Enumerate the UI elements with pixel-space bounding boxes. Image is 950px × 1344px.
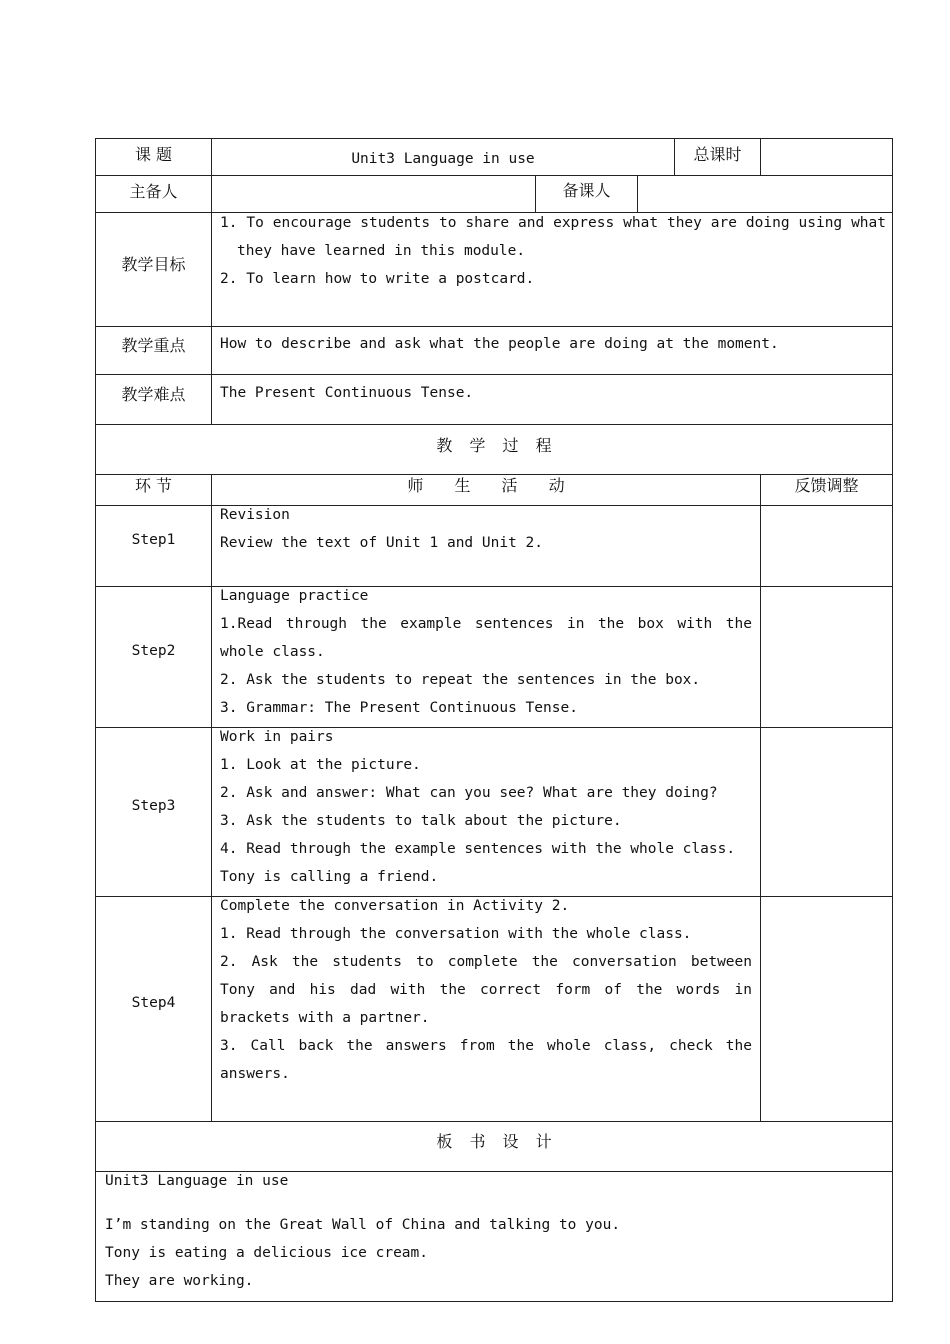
column-divider: [760, 474, 761, 1122]
board-line: Tony is eating a delicious ice cream.: [105, 1245, 429, 1261]
column-divider: [211, 474, 212, 1122]
difficulties-text: The Present Continuous Tense.: [220, 385, 474, 401]
board-content: [105, 1167, 885, 1295]
step-line: 3. Grammar: The Present Continuous Tense.: [220, 700, 578, 716]
step-line: 4. Read through the example sentences with the whole class.: [220, 841, 736, 857]
board-line: I’m standing on the Great Wall of China and talking to you.: [105, 1217, 621, 1233]
process-title: 教 学 过 程: [436, 435, 552, 455]
preparer-label: 备课人: [562, 180, 611, 200]
row-divider: [95, 374, 893, 375]
preparer-value: [638, 176, 892, 212]
step-label: Step1: [131, 532, 176, 548]
step-label: Step3: [131, 798, 176, 814]
objective-item: 1. To encourage students to share and express what they are doing using what they have learned in this module.: [220, 215, 886, 259]
table-border-bottom: [95, 1301, 893, 1302]
step-line: Review the text of Unit 1 and Unit 2.: [220, 535, 544, 551]
step-line: 1.Read through the example sentences in the box with the whole class.: [220, 616, 752, 660]
total-hours-label: 总课时: [693, 144, 742, 164]
lead-preparer-label: 主备人: [129, 181, 178, 201]
step-line: 2. Ask the students to repeat the sentences in the box.: [220, 672, 701, 688]
step-content: [220, 723, 752, 891]
column-header-feedback: 反馈调整: [794, 475, 859, 495]
key-points-text: How to describe and ask what the people are doing at the moment.: [220, 336, 779, 352]
step-line: 2. Ask and answer: What can you see? What are they doing?: [220, 785, 718, 801]
topic-label: 课 题: [134, 144, 173, 164]
step-line: Work in pairs: [220, 729, 334, 745]
table-border-right: [892, 138, 893, 1302]
column-header-activity: 师 生 活 动: [407, 475, 565, 495]
column-header-step: 环 节: [134, 475, 173, 495]
step-line: 1. Look at the picture.: [220, 757, 421, 773]
objective-item: 2. To learn how to write a postcard.: [220, 271, 535, 287]
step-content: [220, 501, 752, 557]
objectives-list: [220, 209, 886, 293]
step-line: 2. Ask the students to complete the conversation between Tony and his dad with the correct form of the words in brackets with a partner.: [220, 954, 752, 1026]
step-line: Language practice: [220, 588, 369, 604]
step-content: [220, 892, 752, 1088]
lead-preparer-value: [212, 176, 535, 212]
step-label: Step4: [131, 995, 176, 1011]
step-line: Tony is calling a friend.: [220, 869, 439, 885]
difficulties-label: 教学难点: [121, 384, 186, 404]
board-title: 板 书 设 计: [436, 1131, 552, 1151]
step-line: Complete the conversation in Activity 2.: [220, 898, 570, 914]
step-line: 3. Ask the students to talk about the picture.: [220, 813, 622, 829]
board-heading: Unit3 Language in use: [105, 1173, 289, 1189]
step-line: 1. Read through the conversation with the whole class.: [220, 926, 692, 942]
board-spacer: [105, 1195, 885, 1211]
topic-value: Unit3 Language in use: [351, 151, 535, 167]
step-label: Step2: [131, 643, 176, 659]
board-line: They are working.: [105, 1273, 254, 1289]
key-points-label: 教学重点: [121, 335, 186, 355]
step-content: [220, 582, 752, 722]
row-divider: [95, 326, 893, 327]
step-line: Revision: [220, 507, 290, 523]
objectives-label: 教学目标: [121, 254, 186, 274]
step-line: 3. Call back the answers from the whole class, check the answers.: [220, 1038, 752, 1082]
total-hours-value: [761, 139, 892, 175]
